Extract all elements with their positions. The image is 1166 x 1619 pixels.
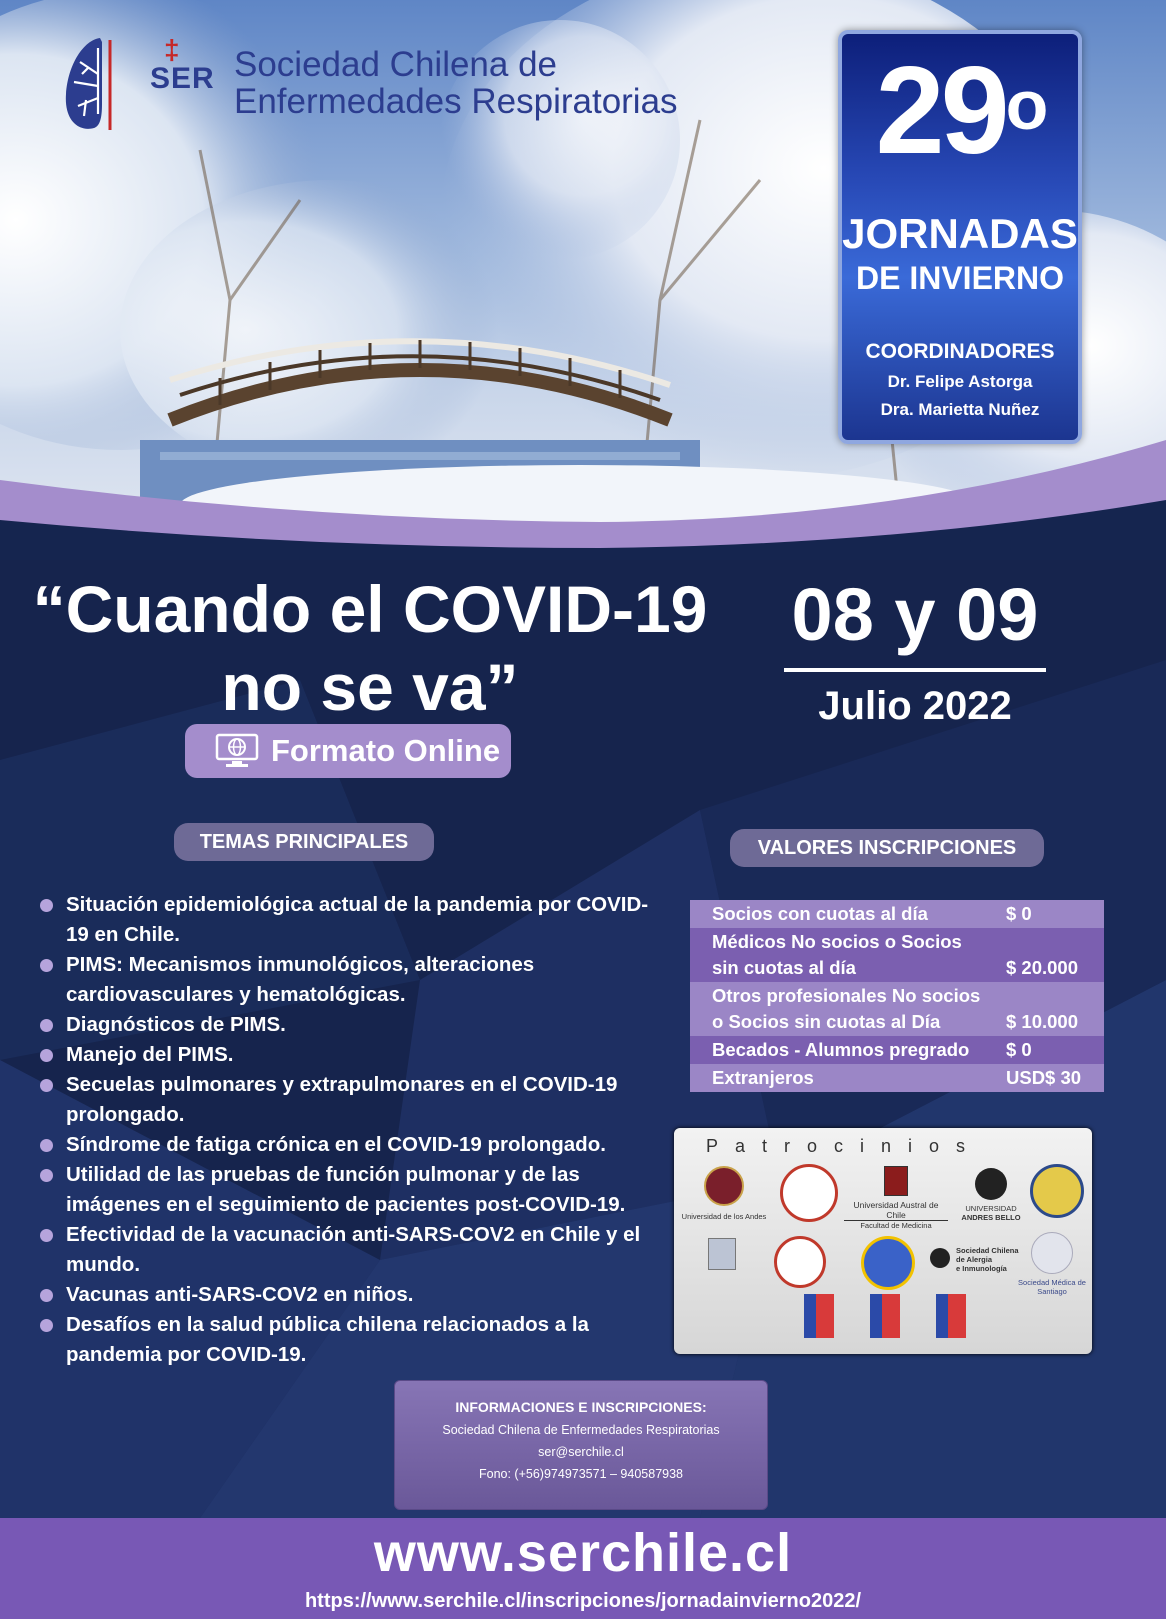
logo-acronym: SER [150,62,215,95]
event-edition-box [838,30,1082,444]
price-value: $ 0 [1006,903,1032,924]
sponsor-universidad-andes [678,1166,770,1221]
sponsor-label: de Alergia [956,1255,992,1264]
sponsor-ministerio-salud-3 [934,1294,968,1338]
list-item: Desafíos en la salud pública chilena relacionados a la pandemia por COVID-19. [38,1310,658,1370]
price-label: Extranjeros [712,1067,814,1088]
ser-logo [64,34,764,144]
seal-icon [1031,1232,1073,1274]
shield-icon [708,1238,736,1270]
computer-globe-icon [215,733,259,769]
edition-mark: o [1005,66,1045,144]
table-row [690,982,1104,1036]
logo-name [234,46,678,120]
list-item: Utilidad de las pruebas de función pulmonar y de las imágenes en el seguimiento de pacientes post-COVID-19. [38,1160,658,1220]
sponsor-facultad-medicina [692,1238,752,1270]
headline-line2: no se va” [221,650,519,724]
price-label: Socios con cuotas al día [712,903,928,924]
footer [0,1518,1166,1619]
sponsor-label: Universidad de los Andes [681,1212,767,1221]
list-item: Diagnósticos de PIMS. [38,1010,658,1040]
ministry-flag-icon [870,1294,900,1338]
seal-icon [774,1236,826,1288]
coordinator-1: Dr. Felipe Astorga [887,372,1033,391]
event-title-line2: DE INVIERNO [855,260,1065,296]
date-divider [784,668,1046,672]
info-heading: INFORMACIONES E INSCRIPCIONES: [455,1399,707,1415]
topics-list [38,890,658,1370]
event-month-year: Julio 2022 [818,684,1012,728]
info-box [394,1380,768,1510]
crest-icon [704,1166,744,1206]
info-org: Sociedad Chilena de Enfermedades Respiratorias [442,1423,720,1437]
list-item: Manejo del PIMS. [38,1040,658,1070]
table-row [690,1064,1104,1092]
headline-line1: “Cuando el COVID-19 [32,572,708,646]
event-days: 08 y 09 [791,573,1039,656]
registration-link[interactable]: https://www.serchile.cl/inscripciones/jornadainvierno2022/ [304,1590,862,1612]
prices-heading: VALORES INSCRIPCIONES [730,829,1044,867]
headline [30,570,710,726]
list-item: Efectividad de la vacunación anti-SARS-COV2 en Chile y el mundo. [38,1220,658,1280]
list-item: Secuelas pulmonares y extrapulmonares en el COVID-19 prolongado. [38,1070,658,1130]
info-email[interactable]: ser@serchile.cl [538,1445,624,1459]
sponsor-label: UNIVERSIDAD [965,1204,1017,1213]
sponsor-label: Sociedad Médica de Santiago [1018,1278,1086,1296]
website-link[interactable]: www.serchile.cl [373,1523,793,1583]
edition-value: 29 [875,42,1006,180]
format-badge [185,724,511,778]
list-item: PIMS: Mecanismos inmunológicos, alteraciones cardiovasculares y hematológicas. [38,950,658,1010]
logo-name-line2: Enfermedades Respiratorias [234,82,678,121]
sponsors-title: Patrocinios [706,1136,983,1156]
sponsor-label: e Inmunología [956,1264,1007,1273]
crest-icon [975,1168,1007,1200]
sponsor-sochinep [858,1236,918,1290]
cross-icon: ‡ [164,34,180,65]
price-label: Becados - Alumnos pregrado [712,1039,970,1060]
sponsor-universidad-austral [844,1166,948,1230]
table-row [690,928,1104,982]
sponsor-label: Universidad Austral de Chile [844,1200,948,1221]
sponsor-sociedad-medica-santiago [1014,1232,1090,1296]
figure-icon [930,1248,950,1268]
list-item: Vacunas anti-SARS-COV2 en niños. [38,1280,658,1310]
sponsor-label: ANDRES BELLO [961,1213,1021,1222]
price-label: Otros profesionales No socios o Socios sin cuotas al Día [712,985,981,1032]
sponsor-sociedad-pediatria [770,1236,830,1288]
sponsor-label: Sociedad Chilena [956,1246,1019,1255]
sponsor-label: Facultad de Medicina [860,1221,932,1230]
price-value: $ 20.000 [1006,957,1079,978]
edition-number [842,42,1078,180]
prices-table [690,900,1104,1092]
price-value: USD$ 30 [1006,1067,1082,1088]
format-label: Formato Online [271,733,501,768]
logo-name-line1: Sociedad Chilena de [234,45,558,84]
shield-icon [884,1166,908,1196]
event-dates [780,572,1050,729]
coordinators-label: COORDINADORES [865,340,1055,363]
list-item: Situación epidemiológica actual de la pandemia por COVID-19 en Chile. [38,890,658,950]
table-row [690,900,1104,928]
sponsor-alergia [930,1246,1020,1273]
topics-heading: TEMAS PRINCIPALES [174,823,434,861]
table-row [690,1036,1104,1064]
ministry-flag-icon [936,1294,966,1338]
sponsor-universidad-andres-bello [956,1168,1026,1222]
seal-icon [1030,1164,1084,1218]
sponsor-ministerio-salud-2 [868,1294,902,1338]
seal-icon [861,1236,915,1290]
price-value: $ 10.000 [1006,1011,1079,1032]
sponsors-panel [674,1128,1092,1354]
ministry-flag-icon [804,1294,834,1338]
price-label: Médicos No socios o Socios sin cuotas al día [712,931,962,978]
sponsor-universidad-frontera [774,1164,844,1222]
info-phone: Fono: (+56)974973571 – 940587938 [479,1467,683,1481]
sponsor-gold-seal [1030,1164,1084,1218]
coordinator-2: Dra. Marietta Nuñez [880,400,1040,419]
lung-icon [64,34,139,134]
sponsor-ministerio-salud-1 [802,1294,836,1338]
event-title-line1: JORNADAS [842,210,1078,257]
seal-icon [780,1164,838,1222]
price-value: $ 0 [1006,1039,1032,1060]
list-item: Síndrome de fatiga crónica en el COVID-19 prolongado. [38,1130,658,1160]
